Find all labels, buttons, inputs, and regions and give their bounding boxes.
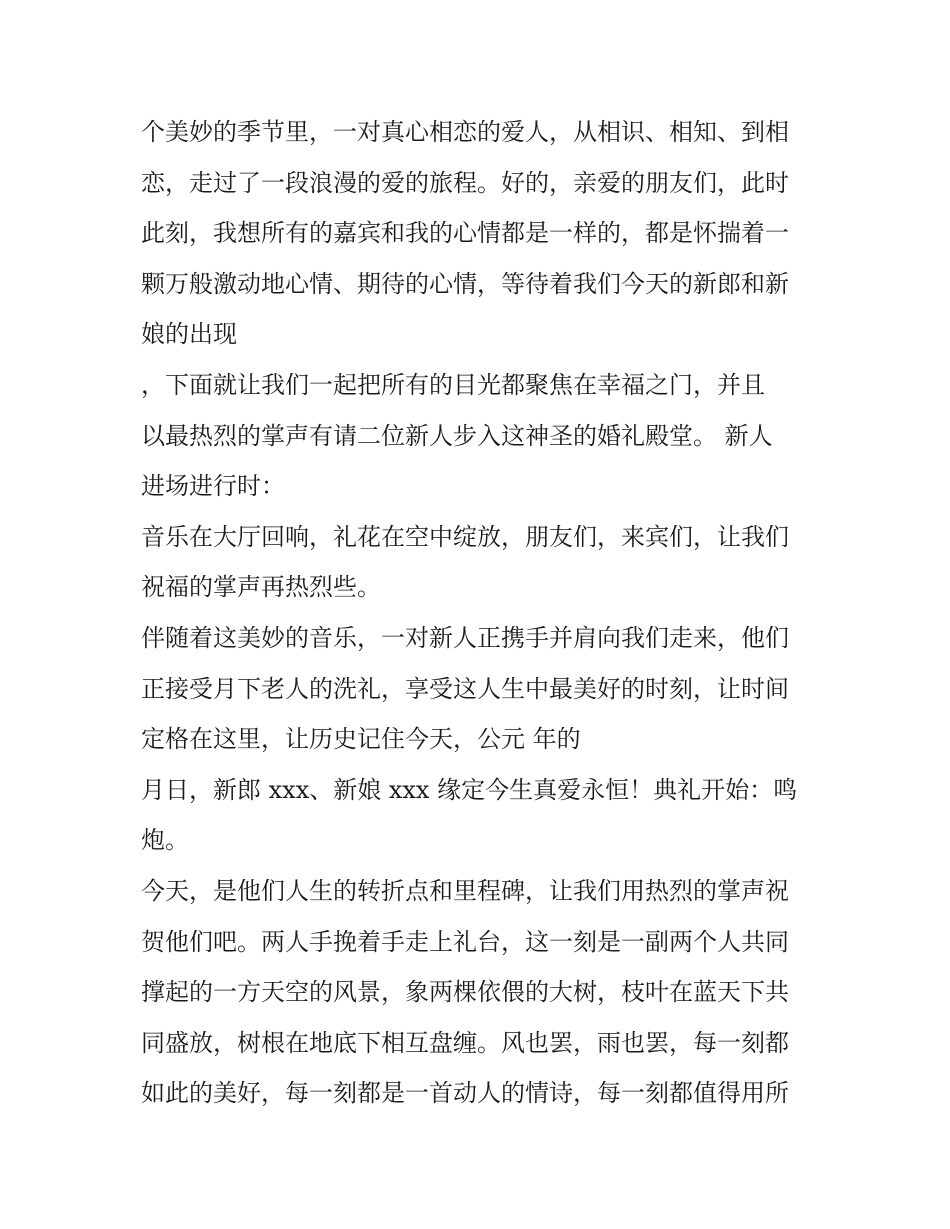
text-line: 祝福的掌声再热烈些。 bbox=[141, 573, 381, 602]
text-line: 此刻，我想所有的嘉宾和我的心情都是一样的，都是怀揣着一 bbox=[141, 219, 789, 248]
text-line: 撑起的一方天空的风景，象两棵依偎的大树，枝叶在蓝天下共 bbox=[141, 978, 789, 1007]
text-line: 同盛放，树根在地底下相互盘缠。风也罢，雨也罢，每一刻都 bbox=[141, 1028, 789, 1057]
text-line: 个美妙的季节里，一对真心相恋的爱人，从相识、相知、到相 bbox=[141, 118, 789, 146]
text-line: 炮。 bbox=[141, 826, 189, 855]
text-line: 定格在这里，让历史记住今天，公元 年的 bbox=[141, 725, 581, 754]
text-line: 恋，走过了一段浪漫的爱的旅程。好的，亲爱的朋友们，此时 bbox=[141, 168, 789, 197]
text-line: 颗万般激动地心情、期待的心情，等待着我们今天的新郎和新 bbox=[141, 269, 789, 298]
text-line: 伴随着这美妙的音乐，一对新人正携手并肩向我们走来，他们 bbox=[141, 623, 789, 652]
text-line: 进场进行时： bbox=[141, 472, 285, 501]
text-line: 今天，是他们人生的转折点和里程碑，让我们用热烈的掌声祝 bbox=[141, 876, 789, 905]
body-text bbox=[141, 107, 821, 1119]
text-line: 如此的美好，每一刻都是一首动人的情诗，每一刻都值得用所 bbox=[141, 1079, 789, 1108]
text-line: 音乐在大厅回响，礼花在空中绽放，朋友们，来宾们，让我们 bbox=[141, 522, 789, 551]
text-line: 贺他们吧。两人手挽着手走上礼台，这一刻是一副两个人共同 bbox=[141, 927, 789, 956]
text-line: 正接受月下老人的洗礼，享受这人生中最美好的时刻，让时间 bbox=[141, 674, 789, 703]
text-line: ，下面就让我们一起把所有的目光都聚焦在幸福之门，并且 bbox=[141, 370, 765, 399]
text-line: 月日，新郎 xxx、新娘 xxx 缘定今生真爱永恒！典礼开始：鸣 bbox=[141, 775, 798, 804]
text-line: 娘的出现 bbox=[141, 320, 237, 349]
text-line: 以最热烈的掌声有请二位新人步入这神圣的婚礼殿堂。 新人 bbox=[141, 421, 773, 450]
